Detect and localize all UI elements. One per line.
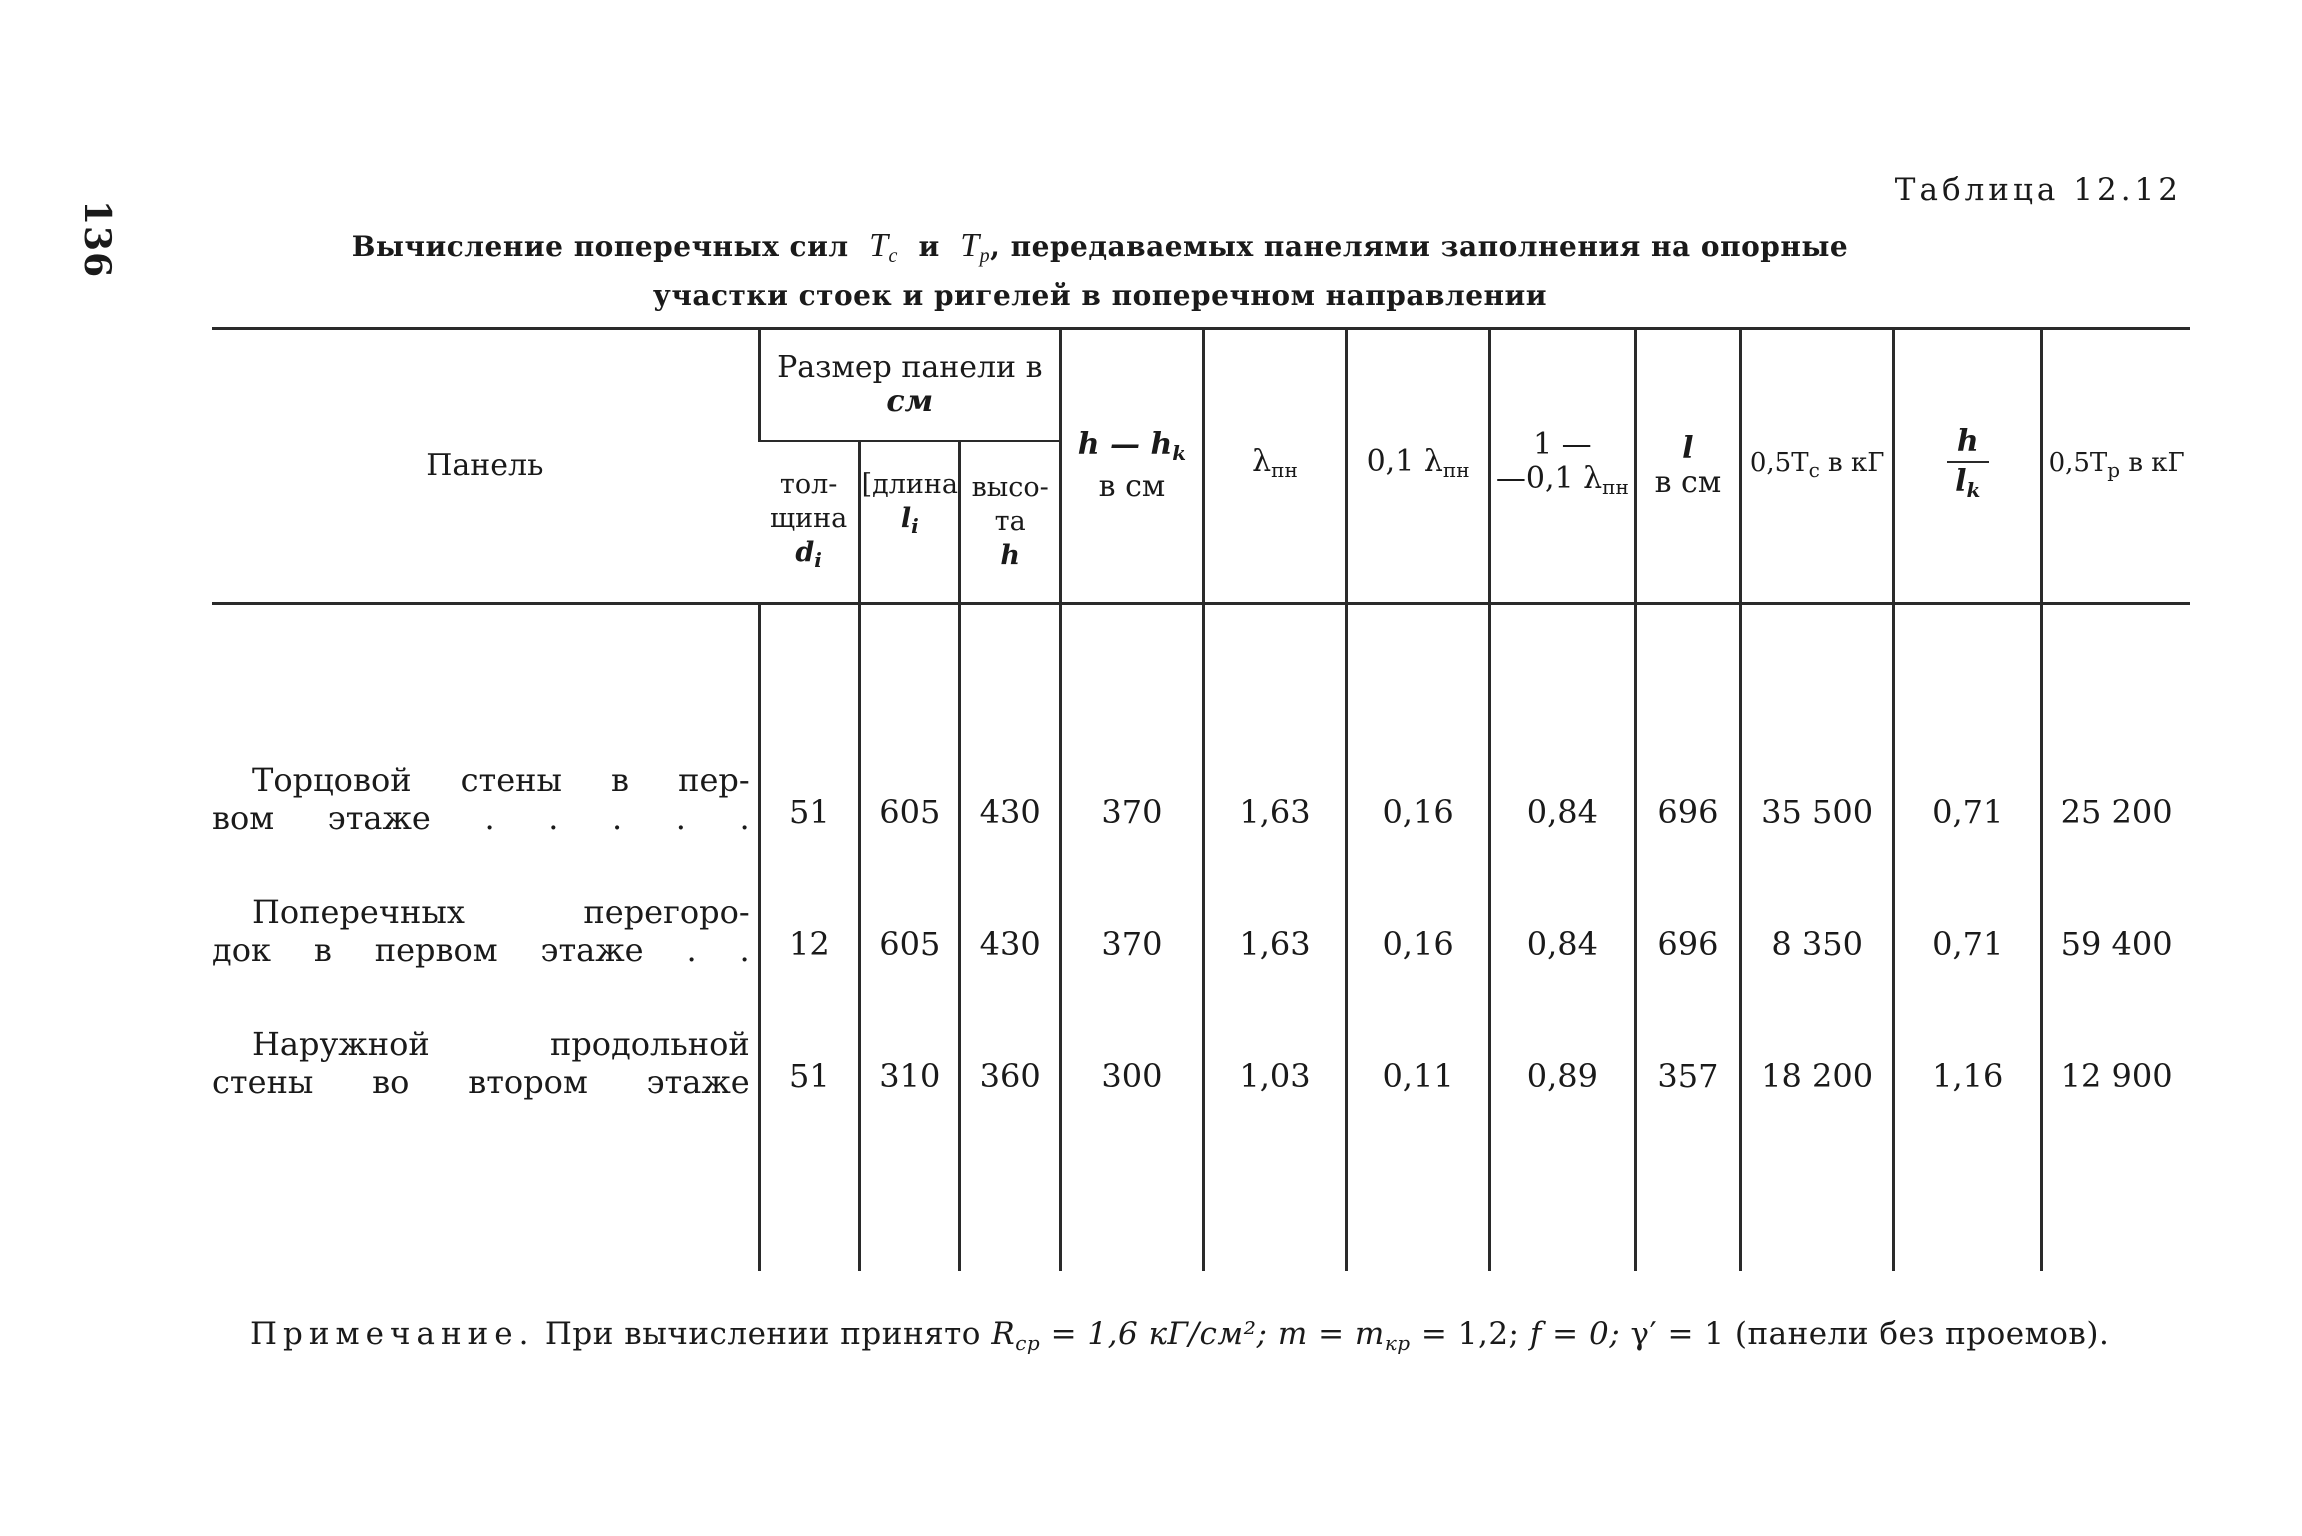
header-h-minus-hk: h — $h_k$ в см — [1060, 329, 1203, 604]
cell-lambda: 1,63 — [1203, 705, 1346, 837]
cell-l: 357 — [1635, 969, 1740, 1101]
table-row — [212, 705, 2190, 837]
cell-tc-half: 35 500 — [1741, 705, 1894, 837]
caption-and: и — [918, 230, 940, 263]
note-text-c: = 1,2; — [1420, 1316, 1520, 1352]
cell-tenth-lambda: 0,11 — [1347, 969, 1490, 1101]
cell-height: 430 — [960, 705, 1060, 837]
cell-h-minus-hk: 300 — [1060, 969, 1203, 1101]
row-panel-name: Поперечных перегоро- док в первом этаже . . — [212, 893, 750, 969]
caption-tp: $T_р$ — [960, 227, 991, 267]
cell-tp-half: 12 900 — [2042, 969, 2190, 1101]
cell-tp-half: 25 200 — [2042, 705, 2190, 837]
cell-tc-half: 8 350 — [1741, 837, 1894, 969]
cell-length: 605 — [860, 705, 960, 837]
cell-one-minus: 0,89 — [1490, 969, 1636, 1101]
cell-height: 360 — [960, 969, 1060, 1101]
data-table — [212, 327, 2190, 1271]
caption-line-2: участки стоек и ригелей в поперечном направлении — [652, 279, 1548, 312]
caption-text-a: Вычисление поперечных сил — [351, 230, 849, 263]
cell-one-minus: 0,84 — [1490, 705, 1636, 837]
page-number: 136 — [76, 200, 118, 279]
note-m: $m = m_{кр}$ — [1277, 1316, 1411, 1355]
header-tenth-lambda: 0,1 $\lambda_{пн}$ — [1347, 329, 1490, 604]
cell-h-over-lk: 0,71 — [1894, 837, 2042, 969]
row-panel-name: Торцовой стены в пер- вом этаже . . . . . — [212, 761, 750, 837]
header-size-group: Размер панели в см — [759, 329, 1060, 442]
cell-tenth-lambda: 0,16 — [1347, 837, 1490, 969]
cell-l: 696 — [1635, 705, 1740, 837]
cell-thickness: 51 — [759, 969, 859, 1101]
header-thickness: тол- щина $d_i$ — [770, 468, 848, 572]
cell-tc-half: 18 200 — [1741, 969, 1894, 1101]
note-gamma: γ′ = 1 — [1630, 1316, 1725, 1352]
table-label: Таблица 12.12 — [1894, 172, 2182, 208]
cell-h-minus-hk: 370 — [1060, 837, 1203, 969]
note-text-a: При вычислении принято — [544, 1316, 981, 1352]
cell-thickness: 51 — [759, 705, 859, 837]
cell-height: 430 — [960, 837, 1060, 969]
note-text-b: = 1,6 кГ/см²; — [1050, 1316, 1268, 1352]
note-r: $R_{ср}$ — [991, 1316, 1041, 1355]
cell-one-minus: 0,84 — [1490, 837, 1636, 969]
header-l: l в см — [1635, 329, 1740, 604]
header-panel: Панель — [212, 329, 759, 604]
cell-h-minus-hk: 370 — [1060, 705, 1203, 837]
table-caption — [300, 226, 1900, 316]
header-one-minus: 1 — —0,1 $\lambda_{пн}$ — [1490, 329, 1636, 604]
note-text-d: (панели без проемов). — [1734, 1316, 2110, 1352]
header-lambda: $\lambda_{пн}$ — [1203, 329, 1346, 604]
caption-text-b: , передаваемых панелями заполнения на опорные — [990, 230, 1849, 263]
cell-thickness: 12 — [759, 837, 859, 969]
header-tc-half: $0,5T_с$ в кГ — [1741, 329, 1894, 604]
header-h-over-lk: $\frac{h}{l_k}$ — [1894, 329, 2042, 604]
cell-tp-half: 59 400 — [2042, 837, 2190, 969]
cell-tenth-lambda: 0,16 — [1347, 705, 1490, 837]
cell-h-over-lk: 1,16 — [1894, 969, 2042, 1101]
cell-h-over-lk: 0,71 — [1894, 705, 2042, 837]
header-height: высо- та h — [960, 441, 1060, 604]
caption-tc: $T_с$ — [869, 227, 898, 267]
note-f: f = 0; — [1529, 1316, 1621, 1352]
cell-lambda: 1,03 — [1203, 969, 1346, 1101]
header-length: [длина $l_i$ — [860, 441, 960, 604]
table-row — [212, 837, 2190, 969]
cell-length: 310 — [860, 969, 960, 1101]
row-panel-name: Наружной продольной стены во втором этаже — [212, 1025, 750, 1101]
header-tp-half: $0,5T_р$ в кГ — [2042, 329, 2190, 604]
cell-length: 605 — [860, 837, 960, 969]
note-label: Примечание. — [250, 1316, 535, 1352]
cell-lambda: 1,63 — [1203, 837, 1346, 969]
table-row — [212, 969, 2190, 1101]
table-note — [250, 1316, 2210, 1355]
cell-l: 696 — [1635, 837, 1740, 969]
